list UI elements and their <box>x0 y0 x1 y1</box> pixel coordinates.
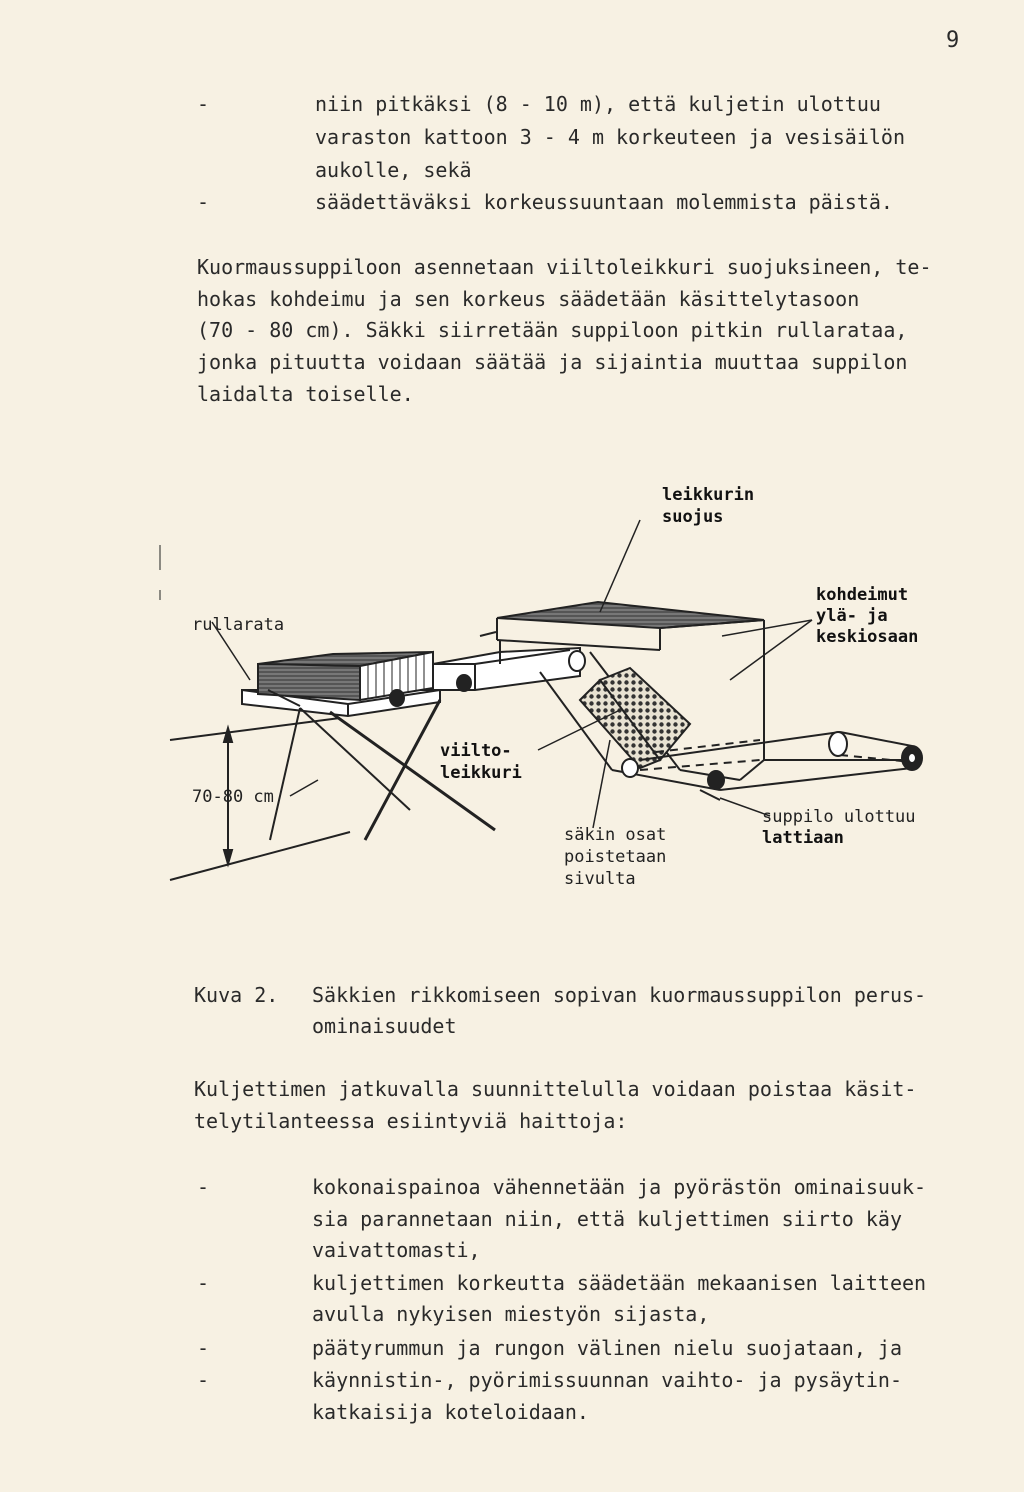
caption-line-1: Säkkien rikkomiseen sopivan kuormaussuppilon perus- <box>312 983 927 1007</box>
paragraph1-line: Kuormaussuppiloon asennetaan viiltoleikkuri suojuksineen, te- <box>197 255 932 279</box>
final-item-2-line-1: kuljettimen korkeutta säädetään mekaanisen laitteen <box>312 1271 927 1295</box>
paragraph1-line: laidalta toiselle. <box>197 382 414 406</box>
label-guard-1: leikkurin <box>662 485 755 505</box>
label-cutter-2: leikkuri <box>440 763 522 783</box>
intro-item-2-line-1: säädettäväksi korkeussuuntaan molemmista päistä. <box>315 190 893 214</box>
final-item-2-line-2: avulla nykyisen miestyön sijasta, <box>312 1302 710 1326</box>
label-suction-2: ylä- ja <box>816 606 888 626</box>
intro-item-1-line-2: varaston kattoon 3 - 4 m korkeuteen ja vesisäilön <box>315 125 906 149</box>
paragraph2-line: telytilanteessa esiintyviä haittoja: <box>194 1109 628 1133</box>
intro-item-1-line-1: niin pitkäksi (8 - 10 m), että kuljetin ulottuu <box>315 92 881 116</box>
caption-label: Kuva 2. <box>194 983 279 1007</box>
final-item-1-line-3: vaivattomasti, <box>312 1238 481 1262</box>
label-guard-2: suojus <box>662 507 724 527</box>
paragraph1-line: hokas kohdeimu ja sen korkeus säädetään käsittelytasoon <box>197 287 860 311</box>
final-item-1-line-2: sia parannetaan niin, että kuljettimen siirto käy <box>312 1207 903 1231</box>
label-parts-1: säkin osat <box>564 825 667 845</box>
list-bullet: - <box>197 1368 210 1392</box>
final-item-4-line-1: käynnistin-, pyörimissuunnan vaihto- ja pysäytin- <box>312 1368 903 1392</box>
list-bullet: - <box>197 1175 210 1199</box>
label-parts-3: sivulta <box>564 869 636 889</box>
label-suction-1: kohdeimut <box>816 585 909 605</box>
list-bullet: - <box>197 1271 210 1295</box>
final-item-4-line-2: katkaisija koteloidaan. <box>312 1400 589 1424</box>
label-parts-2: poistetaan <box>564 847 667 867</box>
list-bullet: - <box>197 92 210 116</box>
final-item-3-line-1: päätyrummun ja rungon välinen nielu suojataan, ja <box>312 1336 903 1360</box>
caption-line-2: ominaisuudet <box>312 1014 457 1038</box>
paragraph1-line: (70 - 80 cm). Säkki siirretään suppiloon pitkin rullarataa, <box>197 318 908 342</box>
label-roller: rullarata <box>192 615 285 635</box>
final-item-1-line-1: kokonaispainoa vähennetään ja pyörästön ominaisuuk- <box>312 1175 927 1199</box>
label-suction-3: keskiosaan <box>816 627 919 647</box>
paragraph1-line: jonka pituutta voidaan säätää ja sijaintia muuttaa suppilon <box>197 350 908 374</box>
list-bullet: - <box>197 190 210 214</box>
paragraph2-line: Kuljettimen jatkuvalla suunnittelulla voidaan poistaa käsit- <box>194 1077 917 1101</box>
intro-item-1-line-3: aukolle, sekä <box>315 158 472 182</box>
label-floor-1: suppilo ulottuu <box>762 807 916 827</box>
label-height: 70-80 cm <box>192 787 274 807</box>
label-floor-2: lattiaan <box>762 828 844 848</box>
page-number: 9 <box>946 28 960 53</box>
list-bullet: - <box>197 1336 210 1360</box>
label-cutter-1: viilto- <box>440 741 512 761</box>
